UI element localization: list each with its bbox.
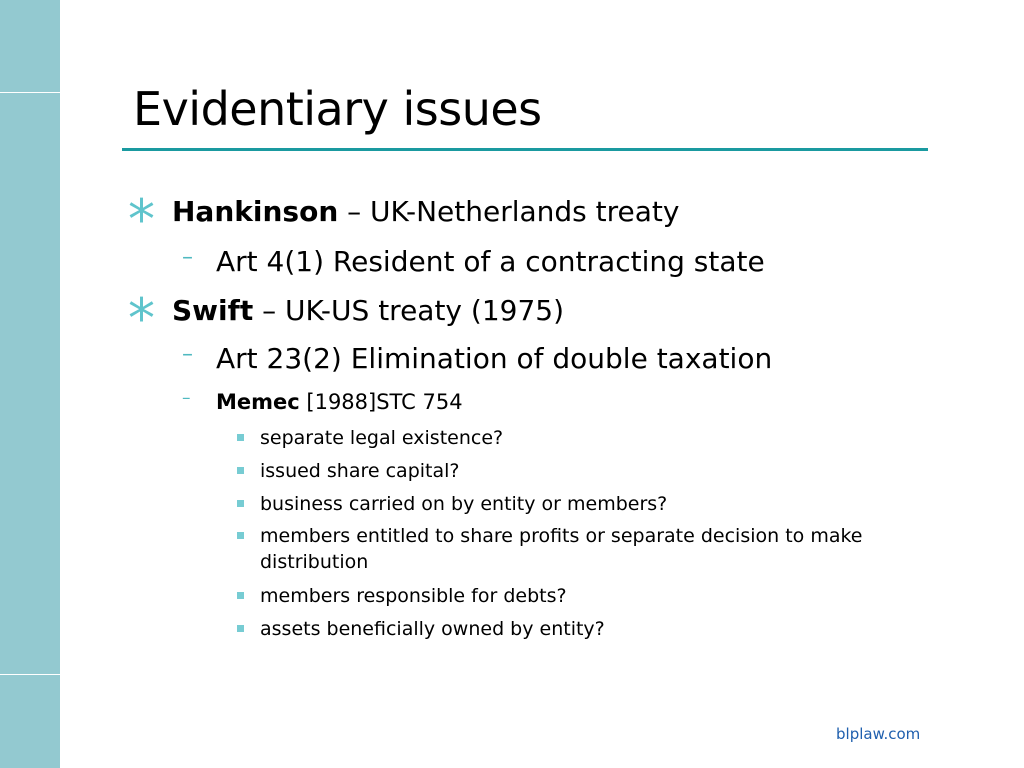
dash-bullet-icon: – bbox=[182, 245, 193, 270]
list-item bbox=[260, 425, 503, 451]
bullet-text: members entitled to share profits or separate decision to make bbox=[260, 525, 863, 547]
bullet-text: Art 4(1) Resident of a contracting state bbox=[216, 245, 765, 278]
bullet-text: separate legal existence? bbox=[260, 427, 504, 449]
bullet-text: distribution bbox=[260, 551, 369, 573]
bullet-text: business carried on by entity or members? bbox=[260, 493, 668, 515]
sub-bullet-art-23-2 bbox=[182, 342, 773, 375]
bullet-text: issued share capital? bbox=[260, 460, 460, 482]
side-bar-divider bbox=[0, 92, 60, 93]
dash-bullet-icon: – bbox=[182, 342, 193, 367]
footer-link[interactable]: blplaw.com bbox=[836, 725, 921, 743]
square-bullet-icon bbox=[237, 467, 244, 474]
bullet-text: Art 23(2) Elimination of double taxation bbox=[216, 342, 773, 375]
case-name: Memec bbox=[216, 390, 300, 414]
asterisk-bullet-icon: * bbox=[128, 287, 155, 350]
title-underline bbox=[122, 148, 928, 151]
bullet-text: [1988]STC 754 bbox=[299, 390, 463, 414]
bullet-text: members responsible for debts? bbox=[260, 585, 567, 607]
square-bullet-icon bbox=[237, 592, 244, 599]
sub-bullet-memec bbox=[182, 388, 463, 414]
bullet-text: assets beneficially owned by entity? bbox=[260, 618, 605, 640]
square-bullet-icon bbox=[237, 625, 244, 632]
bullet-text: – UK-US treaty (1975) bbox=[253, 294, 565, 327]
list-item bbox=[260, 458, 460, 484]
bullet-hankinson bbox=[128, 188, 680, 251]
list-item-continuation bbox=[260, 549, 368, 575]
case-name: Hankinson bbox=[172, 195, 339, 228]
list-item bbox=[260, 616, 605, 642]
square-bullet-icon bbox=[237, 500, 244, 507]
square-bullet-icon bbox=[237, 532, 244, 539]
list-item bbox=[260, 523, 862, 549]
square-bullet-icon bbox=[237, 434, 244, 441]
slide-title: Evidentiary issues bbox=[133, 82, 542, 136]
case-name: Swift bbox=[172, 294, 254, 327]
bullet-text: – UK-Netherlands treaty bbox=[338, 195, 680, 228]
sub-bullet-art-4-1 bbox=[182, 245, 765, 278]
side-bar bbox=[0, 0, 60, 768]
asterisk-bullet-icon: * bbox=[128, 188, 155, 251]
side-bar-divider bbox=[0, 674, 60, 675]
list-item bbox=[260, 491, 667, 517]
dash-bullet-icon: – bbox=[182, 388, 191, 408]
bullet-swift bbox=[128, 287, 565, 350]
list-item bbox=[260, 583, 567, 609]
